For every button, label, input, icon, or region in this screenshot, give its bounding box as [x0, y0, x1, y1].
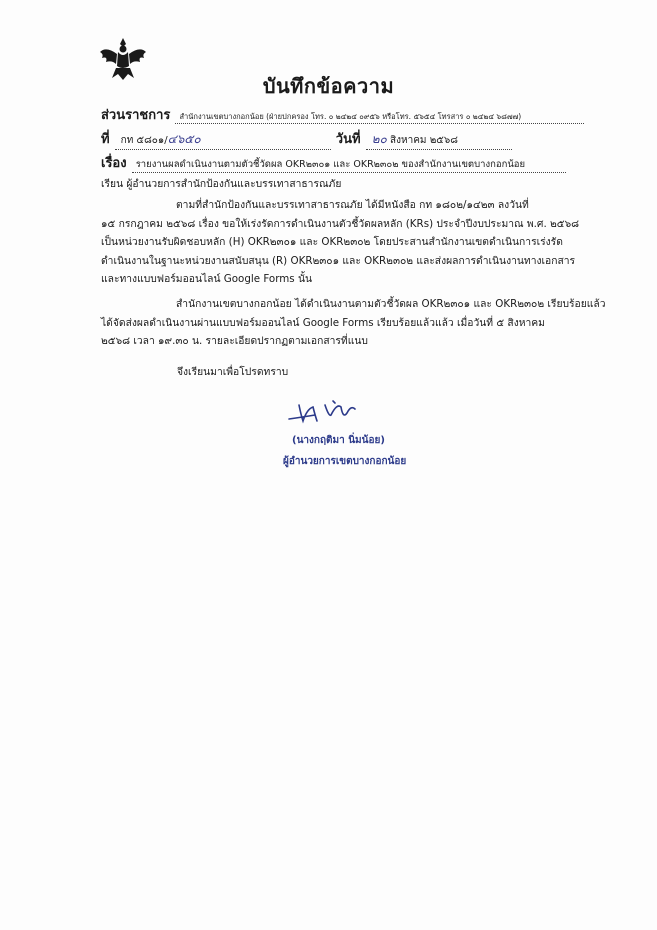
paragraph-line: ๒๕๖๘ เวลา ๑๙.๓๐ น. รายละเอียดปรากฏตามเอกสารที่แนบ	[101, 335, 368, 347]
agency-value: สำนักงานเขตบางกอกน้อย (ฝ่ายปกครอง โทร. ๐ ๒๔๒๔ ๐๙๕๖ หรือโทร. ๕๖๕๔ โทรสาร ๐ ๒๔๒๔ ๖๘๗๗)	[175, 111, 584, 124]
subject-label: เรื่อง	[101, 156, 127, 171]
paragraph-line: และทางแบบฟอร์มออนไลน์ Google Forms นั้น	[101, 273, 313, 285]
paragraph-line: ตามที่สำนักป้องกันและบรรเทาสาธารณภัย ได้มีหนังสือ กท ๑๘๐๒/๑๔๒๓ ลงวันที่	[176, 199, 529, 211]
ref-value-handwritten: ๔๖๕๐	[167, 132, 201, 146]
paragraph-line: ได้จัดส่งผลดำเนินงานผ่านแบบฟอร์มออนไลน์ Google Forms เรียบร้อยแล้วแล้ว เมื่อวันที่ ๕ สิงหาคม	[101, 316, 545, 329]
paragraph-line: ดำเนินงานในฐานะหน่วยงานสนับสนุน (R) OKR๒๓๐๑ และ OKR๒๓๐๒ และส่งผลการดำเนินงานทางเอกสาร	[101, 254, 576, 267]
page-title: บันทึกข้อความ	[262, 74, 395, 98]
paragraph-1	[101, 196, 601, 289]
date-day-handwritten: ๒๐	[371, 132, 387, 146]
paragraph-line: เป็นหน่วยงานรับผิดชอบหลัก (H) OKR๒๓๐๑ และ OKR๒๓๐๒ โดยประสานสำนักงานเขตดำเนินการเร่งรัด	[101, 236, 563, 248]
paragraph-2	[101, 295, 606, 351]
agency-row	[101, 104, 584, 125]
paragraph-line: ๑๕ กรกฎาคม ๒๕๖๘ เรื่อง ขอให้เร่งรัดการดำเนินงานตัวชี้วัดผลหลัก (KRs) ประจำปีงบประมาณ พ.ศ. ๒๕๖๘	[101, 217, 580, 230]
agency-label: ส่วนราชการ	[101, 108, 171, 123]
paragraph-line: สำนักงานเขตบางกอกน้อย ได้ดำเนินงานตามตัวชี้วัดผล OKR๒๓๐๑ และ OKR๒๓๐๒ เรียบร้อยแล้ว	[176, 298, 606, 310]
closing-text: จึงเรียนมาเพื่อโปรดทราบ	[177, 366, 289, 378]
ref-date-row	[101, 128, 512, 150]
ref-label: ที่	[101, 132, 110, 147]
signatory-position: ผู้อำนวยการเขตบางกอกน้อย	[283, 456, 407, 467]
subject-row	[101, 152, 566, 173]
ref-value-printed: กท ๕๘๐๑/	[120, 135, 168, 146]
date-value: สิงหาคม ๒๕๖๘	[390, 135, 458, 146]
date-label: วันที่	[335, 132, 361, 147]
handwritten-signature	[285, 395, 385, 431]
salutation: เรียน ผู้อำนวยการสำนักป้องกันและบรรเทาสาธารณภัย	[101, 178, 342, 190]
subject-value: รายงานผลดำเนินงานตามตัวชี้วัดผล OKR๒๓๐๑ และ OKR๒๓๐๒ ของสำนักงานเขตบางกอกน้อย	[132, 157, 566, 173]
signatory-name: (นางกฤติมา นิ่มน้อย)	[292, 435, 385, 446]
